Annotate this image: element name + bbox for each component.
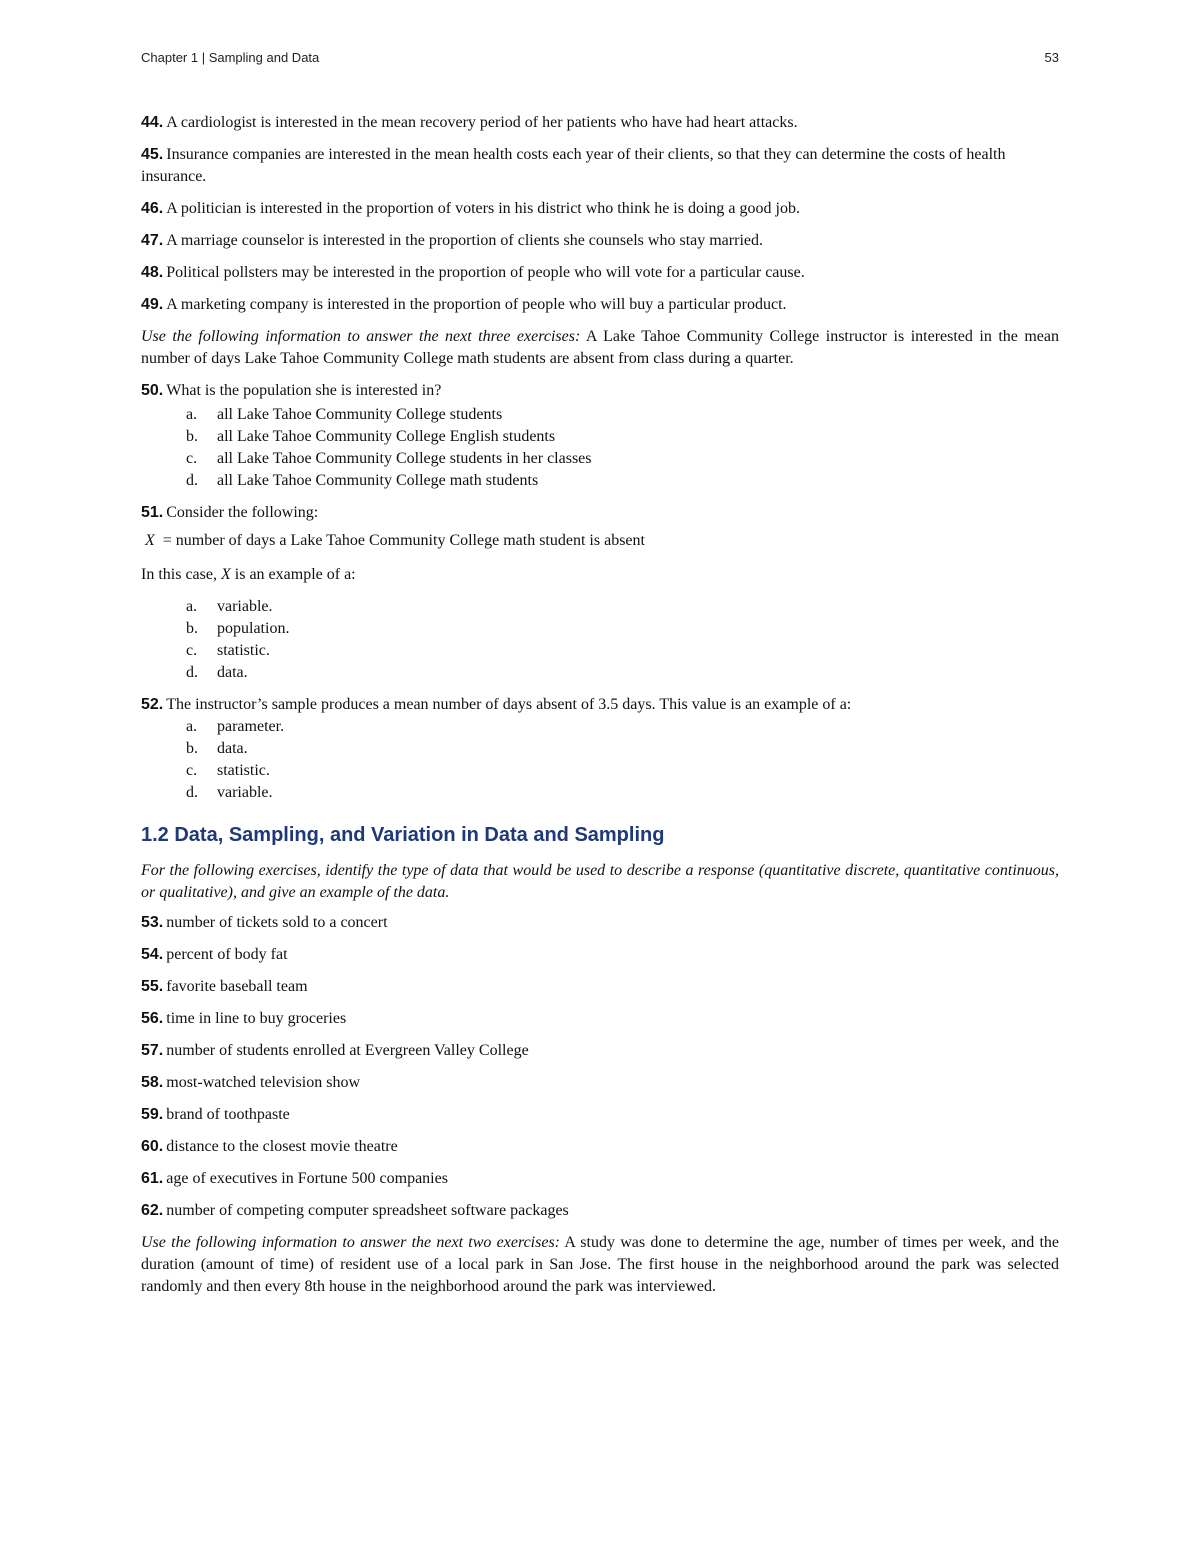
exercise-item — [141, 1136, 1059, 1158]
option-text: all Lake Tahoe Community College English students — [217, 428, 556, 445]
option-item — [186, 404, 1059, 426]
option-letter: b. — [186, 620, 198, 637]
intro-three-exercises — [141, 326, 1059, 370]
exercise-text: brand of toothpaste — [166, 1106, 290, 1123]
option-item — [186, 426, 1059, 448]
case-statement — [141, 564, 1059, 586]
exercise-text: A marriage counselor is interested in the proportion of clients she counsels who stay married. — [166, 232, 763, 249]
exercise-item — [141, 230, 1059, 252]
option-item — [186, 618, 1059, 640]
option-text: variable. — [217, 598, 273, 615]
option-letter: d. — [186, 664, 198, 681]
option-letter: d. — [186, 784, 198, 801]
option-text: data. — [217, 740, 248, 757]
exercise-number: 46. — [141, 200, 164, 217]
case-text: is an example of a: — [230, 566, 356, 583]
exercise-number: 49. — [141, 296, 164, 313]
section-title: 1.2 Data, Sampling, and Variation in Data and Sampling — [141, 824, 665, 846]
exercise-number: 50. — [141, 382, 164, 399]
option-text: variable. — [217, 784, 273, 801]
option-letter: c. — [186, 762, 198, 779]
exercise-text: Insurance companies are interested in the mean health costs each year of their clients, so that they can determine the costs of health insurance. — [141, 146, 1006, 185]
exercise-item — [141, 112, 1059, 134]
exercise-item — [141, 262, 1059, 284]
option-letter: a. — [186, 718, 198, 735]
variable-definition — [145, 530, 1059, 552]
running-header: Chapter 1 | Sampling and Data — [141, 49, 320, 65]
exercise-item — [141, 1072, 1059, 1094]
exercise-52 — [141, 694, 1059, 716]
option-text: statistic. — [217, 762, 270, 779]
option-letter: c. — [186, 642, 198, 659]
exercise-text: A cardiologist is interested in the mean recovery period of her patients who have had heart attacks. — [166, 114, 798, 131]
exercise-51 — [141, 502, 1059, 524]
exercise-number: 58. — [141, 1074, 164, 1091]
option-item — [186, 738, 1059, 760]
option-letter: c. — [186, 450, 198, 467]
exercise-item — [141, 144, 1059, 188]
option-text: statistic. — [217, 642, 270, 659]
exercise-item — [141, 1008, 1059, 1030]
exercise-text: What is the population she is interested in? — [166, 382, 442, 399]
intro-italic: Use the following information to answer the next three exercises: — [141, 328, 581, 345]
exercise-number: 55. — [141, 978, 164, 995]
exercise-number: 62. — [141, 1202, 164, 1219]
exercise-number: 52. — [141, 696, 164, 713]
option-letter: b. — [186, 428, 198, 445]
exercise-number: 59. — [141, 1106, 164, 1123]
option-item — [186, 470, 1059, 492]
option-item — [186, 760, 1059, 782]
option-letter: d. — [186, 472, 198, 489]
exercise-text: age of executives in Fortune 500 companies — [166, 1170, 448, 1187]
option-letter: a. — [186, 598, 198, 615]
exercise-item — [141, 1168, 1059, 1190]
intro-text: A Lake Tahoe Community College instructor is interested in the mean number of days Lake Tahoe Community College math students are absent from class during a quarter. — [141, 328, 1059, 367]
exercise-number: 57. — [141, 1042, 164, 1059]
option-text: parameter. — [217, 718, 285, 735]
option-item — [186, 716, 1059, 738]
exercise-text: Consider the following: — [166, 504, 319, 521]
exercise-number: 60. — [141, 1138, 164, 1155]
exercise-number: 54. — [141, 946, 164, 963]
exercise-50 — [141, 380, 1059, 402]
exercise-list-b — [141, 912, 1059, 1222]
exercise-item — [141, 1040, 1059, 1062]
exercise-text: number of competing computer spreadsheet software packages — [166, 1202, 569, 1219]
option-item — [186, 448, 1059, 470]
option-text: all Lake Tahoe Community College math students — [217, 472, 539, 489]
exercise-text: A politician is interested in the proportion of voters in his district who think he is doing a good job. — [166, 200, 800, 217]
option-text: all Lake Tahoe Community College students in her classes — [217, 450, 592, 467]
exercise-item — [141, 198, 1059, 220]
exercise-text: number of students enrolled at Evergreen Valley College — [166, 1042, 529, 1059]
exercise-text: Political pollsters may be interested in the proportion of people who will vote for a particular cause. — [166, 264, 805, 281]
exercise-50-options — [141, 404, 1059, 492]
exercise-52-options — [141, 716, 1059, 804]
intro-two-exercises — [141, 1232, 1059, 1298]
option-item — [186, 782, 1059, 804]
exercise-number: 51. — [141, 504, 164, 521]
intro-italic: Use the following information to answer the next two exercises: — [141, 1234, 561, 1251]
option-letter: a. — [186, 406, 198, 423]
option-letter: b. — [186, 740, 198, 757]
section-instruction — [141, 860, 1059, 904]
option-item — [186, 662, 1059, 684]
exercise-text: most-watched television show — [166, 1074, 360, 1091]
section-instruction-text: For the following exercises, identify the type of data that would be used to describe a response (quantitative discrete, quantitative continuous, or qualitative), and give an example of the data. — [141, 862, 1059, 901]
exercise-text: time in line to buy groceries — [166, 1010, 347, 1027]
exercise-text: favorite baseball team — [166, 978, 308, 995]
exercise-list-a — [141, 112, 1059, 316]
page-header — [141, 47, 1059, 67]
page-content — [141, 112, 1059, 1308]
page-number: 53 — [1044, 49, 1059, 65]
exercise-item — [141, 944, 1059, 966]
option-text: population. — [217, 620, 290, 637]
variable-definition-text: = number of days a Lake Tahoe Community College math student is absent — [162, 532, 645, 549]
exercise-number: 56. — [141, 1010, 164, 1027]
variable-symbol: X — [145, 532, 155, 549]
case-text: In this case, — [141, 566, 221, 583]
option-text: data. — [217, 664, 248, 681]
exercise-number: 47. — [141, 232, 164, 249]
variable-symbol: X — [220, 566, 231, 583]
exercise-text: The instructor’s sample produces a mean number of days absent of 3.5 days. This value is an example of a: — [166, 696, 852, 713]
exercise-number: 45. — [141, 146, 164, 163]
exercise-number: 61. — [141, 1170, 164, 1187]
exercise-item — [141, 294, 1059, 316]
option-text: all Lake Tahoe Community College students — [217, 406, 503, 423]
exercise-item — [141, 912, 1059, 934]
exercise-number: 53. — [141, 914, 164, 931]
exercise-item — [141, 1104, 1059, 1126]
exercise-text: distance to the closest movie theatre — [166, 1138, 398, 1155]
exercise-item — [141, 976, 1059, 998]
exercise-item — [141, 1200, 1059, 1222]
exercise-text: percent of body fat — [166, 946, 288, 963]
exercise-text: A marketing company is interested in the proportion of people who will buy a particular product. — [166, 296, 787, 313]
exercise-51-options — [141, 596, 1059, 684]
intro-text: A study was done to determine the age, number of times per week, and the duration (amount of time) of resident use of a local park in San Jose. The first house in the neighborhood around the park was selected randomly and then every 8th house in the neighborhood around the park was interviewed. — [141, 1234, 1060, 1295]
exercise-text: number of tickets sold to a concert — [166, 914, 388, 931]
exercise-number: 48. — [141, 264, 164, 281]
option-item — [186, 640, 1059, 662]
exercise-number: 44. — [141, 114, 164, 131]
option-item — [186, 596, 1059, 618]
